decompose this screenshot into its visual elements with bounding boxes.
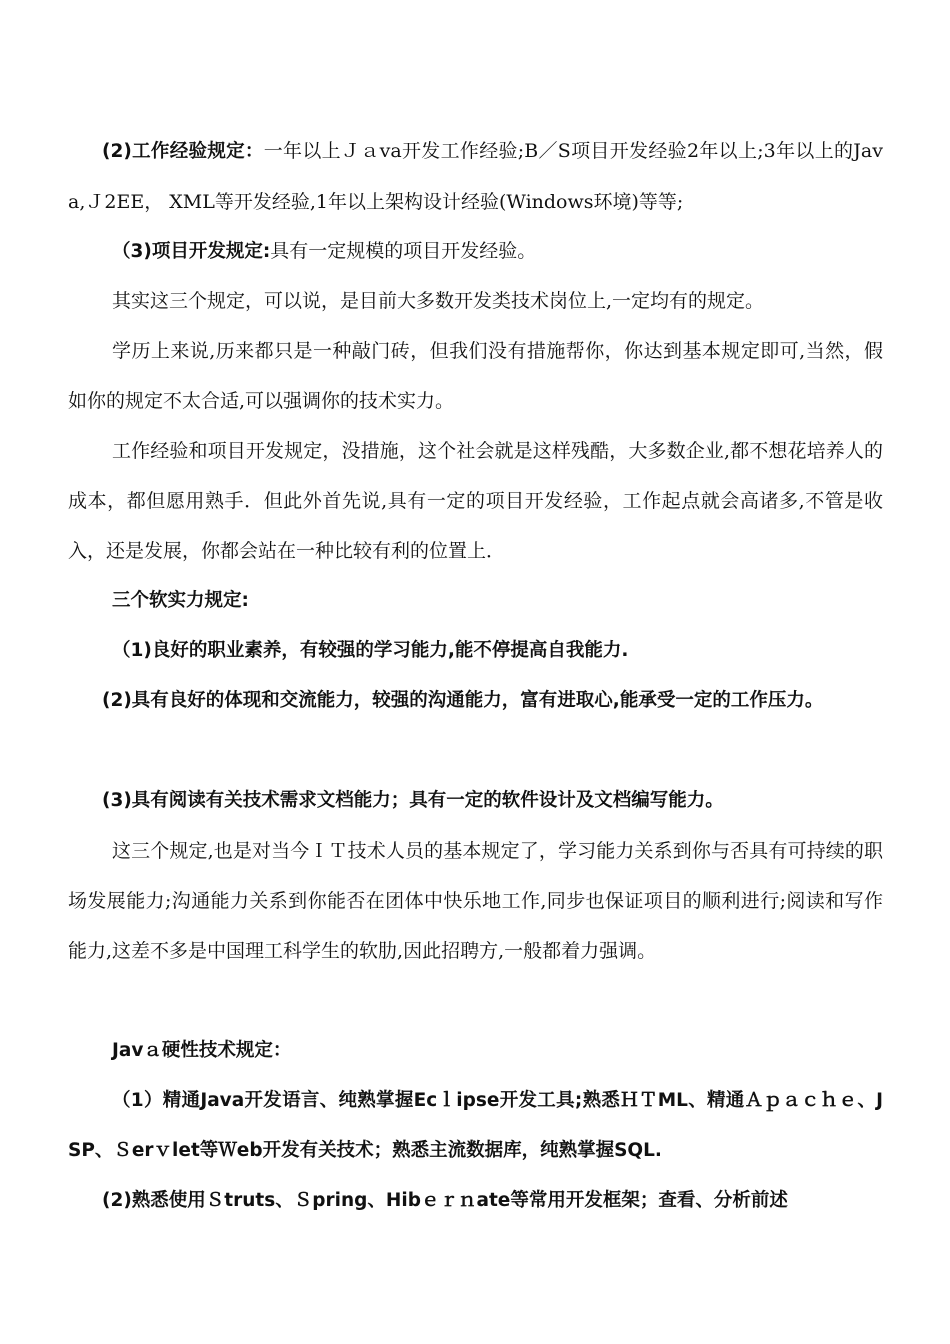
heading-java-hard-skills: Javａ硬性技术规定： [112, 1040, 292, 1061]
paragraph-three-rules: 其实这三个规定，可以说，是目前大多数开发类技术岗位上,一定均有的规定。 [112, 290, 765, 312]
paragraph-soft-skill-1: （1)良好的职业素养，有较强的学习能力,能不停提高自我能力. [112, 640, 629, 661]
paragraph-soft-skill-explanation: 这三个规定,也是对当今ＩＴ技术人员的基本规定了，学习能力关系到你与否具有可持续的职场发展能力;沟通能力关系到你能否在团体中快乐地工作,同步也保证项目的顺利进行;阅读和写作能力,这差不多是中国理工科学生的软肋,因此招聘方,一般都着力强调。 [68, 840, 883, 962]
paragraph-work-experience [68, 126, 883, 227]
heading-soft-skills: 三个软实力规定: [112, 590, 249, 611]
paragraph-java-skill-1: （1）精通Java开发语言、纯熟掌握Ecｌipse开发工具;熟悉ＨＴML、精通Ａｐａｃｈｅ、JSP、Ｓerｖlet等Ｗeb开发有关技术；熟悉主流数据库，纯熟掌握SQL. [68, 1090, 883, 1161]
work-experience-text: 一年以上Ｊａva开发工作经验;B／S项目开发经验2年以上;3年以上的Java,Ｊ2EE， XML等开发经验,1年以上架构设计经验(Windows环境)等等; [68, 140, 883, 213]
paragraph-education: 学历上来说,历来都只是一种敲门砖，但我们没有措施帮你，你达到基本规定即可,当然，假如你的规定不太合适,可以强调你的技术实力。 [68, 340, 883, 412]
work-experience-label: (2)工作经验规定： [102, 141, 264, 162]
project-dev-label: （3)项目开发规定: [112, 241, 271, 262]
paragraph-soft-skill-2: (2)具有良好的体现和交流能力，较强的沟通能力，富有进取心,能承受一定的工作压力。 [102, 690, 824, 711]
paragraph-experience-reality: 工作经验和项目开发规定，没措施，这个社会就是这样残酷，大多数企业,都不想花培养人的成本，都但愿用熟手．但此外首先说,具有一定的项目开发经验，工作起点就会高诸多,不管是收入，还是发展，你都会站在一种比较有利的位置上． [68, 440, 883, 562]
project-dev-text: 具有一定规模的项目开发经验。 [270, 240, 537, 262]
paragraph-java-skill-2: (2)熟悉使用Ｓtruts、Ｓpring、Hibｅｒｎate等常用开发框架；查看、分析前述 [102, 1190, 788, 1211]
paragraph-soft-skill-3: (3)具有阅读有关技术需求文档能力；具有一定的软件设计及文档编写能力。 [102, 790, 724, 811]
paragraph-project-dev [68, 226, 883, 277]
